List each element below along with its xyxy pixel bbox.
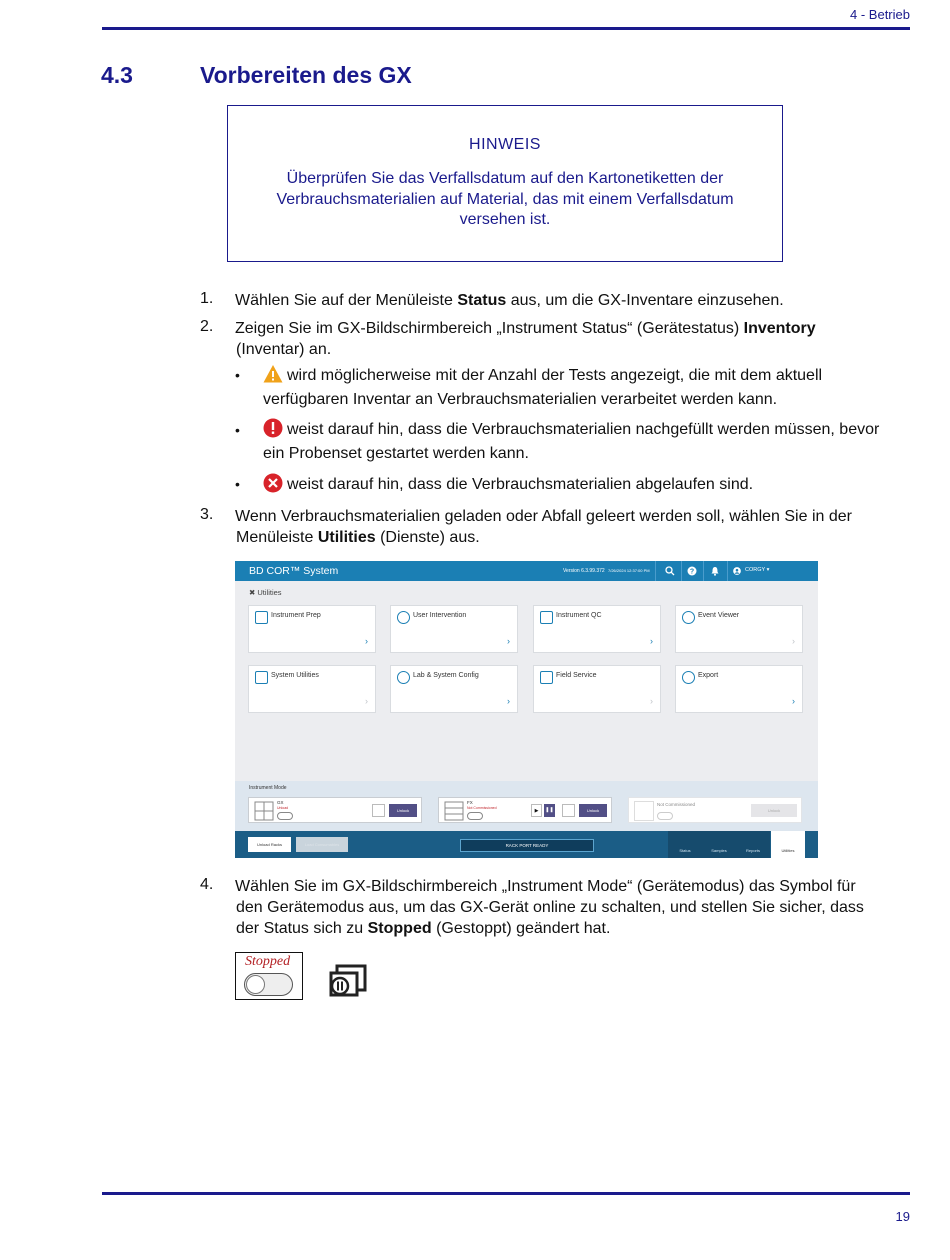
step-2-text-cont: (Inventar) an. (236, 341, 332, 358)
gx-mode-card[interactable] (248, 797, 422, 823)
bell-icon[interactable] (710, 566, 720, 576)
unload-racks-button[interactable]: Unload Racks (248, 837, 291, 852)
utility-card-label: Instrument QC (556, 612, 602, 619)
export-icon (682, 671, 695, 684)
fx-unlock-button[interactable]: Unlock (579, 804, 607, 817)
footer-rule (102, 1192, 910, 1195)
utility-card-label: Event Viewer (698, 612, 740, 619)
step-2-number: 2. (200, 318, 214, 335)
error-icon (263, 418, 283, 438)
gx-mode-toggle[interactable] (277, 812, 293, 820)
help-icon[interactable] (687, 566, 697, 576)
app-bottom-bar (235, 831, 818, 858)
lock-icon[interactable] (562, 804, 575, 817)
chevron-right-icon[interactable]: › (507, 696, 510, 706)
pause-icon[interactable]: ❚❚ (544, 804, 555, 817)
user-menu[interactable]: CORGY ▾ (745, 567, 770, 573)
load-consumables-button: Load Consumables (296, 837, 348, 852)
utility-card-label: Lab & System Config (413, 672, 479, 679)
instrument-mode-area (235, 781, 818, 831)
utility-card[interactable] (533, 665, 661, 713)
fx-mode-toggle[interactable] (467, 812, 483, 820)
utility-card-label: System Utilities (271, 672, 319, 679)
search-icon[interactable] (665, 566, 675, 576)
warning-icon (263, 364, 283, 384)
system-utilities-icon (255, 671, 268, 684)
svg-text:?: ? (689, 568, 695, 576)
bullet-1-text: wird möglicherweise mit der Anzahl der Tests angezeigt, die mit dem aktuell (263, 364, 822, 386)
step-4-text-cont2: der Status sich zu Stopped (Gestoppt) geändert hat. (236, 920, 611, 937)
utility-card-label: User Intervention (413, 612, 467, 619)
chapter-label: 4 - Betrieb (850, 7, 910, 22)
third-mode-name: Not Commissioned (657, 802, 696, 807)
step-3-text-cont: Menüleiste Utilities (Dienste) aus. (236, 529, 480, 546)
utility-card[interactable] (675, 605, 803, 653)
step-4-text-cont: den Gerätemodus aus, um das GX-Gerät online zu schalten, und stellen Sie sicher, dass (236, 899, 864, 916)
bullet-1-marker: • (235, 367, 240, 383)
stopped-label: Stopped (245, 954, 291, 969)
step-1-text: Wählen Sie auf der Menüleiste Status aus, um die GX-Inventare einzusehen. (235, 292, 784, 309)
gx-mode-name: GX (277, 800, 284, 805)
step-3-text: Wenn Verbrauchsmaterialien geladen oder Abfall geleert werden soll, wählen Sie in der (235, 508, 852, 525)
step-2-text: Zeigen Sie im GX-Bildschirmbereich „Instrument Status“ (Gerätestatus) Inventory (235, 320, 816, 337)
utility-card-label: Export (698, 672, 719, 679)
app-brand: BD COR™ System (249, 565, 339, 577)
utility-card-label: Instrument Prep (271, 612, 321, 619)
fx-mode-card[interactable] (438, 797, 612, 823)
gx-mode-status: Unload (277, 806, 289, 810)
utility-card-label: Field Service (556, 672, 597, 679)
utility-card[interactable] (675, 665, 803, 713)
third-unlock-button: Unlock (751, 804, 797, 817)
rack-port-status: RACK PORT READY (460, 839, 594, 852)
topbar-divider (727, 561, 728, 581)
nav-samples[interactable]: Samples (702, 831, 736, 858)
gx-unlock-button[interactable]: Unlock (389, 804, 417, 817)
fx-mode-status: Not Commissioned (467, 806, 497, 810)
utility-card[interactable] (248, 605, 376, 653)
utility-card[interactable] (390, 665, 518, 713)
lock-icon[interactable] (372, 804, 385, 817)
note-title: HINWEIS (469, 136, 541, 153)
header-rule (102, 27, 910, 30)
fx-instrument-icon (444, 801, 464, 821)
utilities-screenshot (235, 561, 818, 858)
instrument-prep-icon (255, 611, 268, 624)
instrument-qc-icon (540, 611, 553, 624)
bullet-2-text-cont: ein Probenset gestartet werden kann. (263, 445, 529, 462)
section-number: 4.3 (101, 62, 133, 88)
nav-utilities[interactable]: Utilities (771, 831, 805, 858)
step-4-number: 4. (200, 876, 214, 893)
instrument-placeholder-icon (634, 801, 654, 821)
utility-card[interactable] (248, 665, 376, 713)
fx-mode-name: FX (467, 800, 473, 805)
bullet-3-text: weist darauf hin, dass die Verbrauchsmaterialien abgelaufen sind. (263, 473, 753, 495)
bullet-2-text: weist darauf hin, dass die Verbrauchsmaterialien nachgefüllt werden müssen, bevor (263, 418, 879, 440)
bullet-1-text-cont: verfügbaren Inventar an Verbrauchsmaterialien verarbeitet werden kann. (263, 391, 778, 408)
instrument-mode-label: Instrument Mode (249, 785, 287, 791)
bullet-3-marker: • (235, 476, 240, 492)
app-topbar (235, 561, 818, 581)
utility-card[interactable] (390, 605, 518, 653)
nav-reports[interactable]: Reports (736, 831, 770, 858)
page-number: 19 (895, 1209, 910, 1224)
step-1-number: 1. (200, 290, 214, 307)
topbar-divider (655, 561, 656, 581)
third-mode-toggle (657, 812, 673, 820)
utilities-heading: ✖ Utilities (249, 588, 282, 597)
stopped-toggle-figure (235, 952, 303, 1000)
chevron-right-icon[interactable]: › (792, 636, 795, 646)
chevron-right-icon[interactable]: › (507, 636, 510, 646)
utility-card[interactable] (533, 605, 661, 653)
third-mode-card (628, 797, 802, 823)
chevron-right-icon[interactable]: › (365, 636, 368, 646)
mode-toggle (244, 973, 293, 996)
section-title: Vorbereiten des GX (200, 62, 412, 88)
step-3-number: 3. (200, 506, 214, 523)
app-version: Version 6.3.99.372 (563, 568, 605, 574)
user-icon (733, 567, 741, 575)
event-viewer-icon (682, 611, 695, 624)
topbar-divider (703, 561, 704, 581)
bullet-2-marker: • (235, 422, 240, 438)
chevron-right-icon[interactable]: › (650, 636, 653, 646)
nav-status[interactable]: Status (668, 831, 702, 858)
app-date: 7/26/2024 12:37:00 PM (608, 568, 650, 573)
expired-icon (263, 473, 283, 493)
lab-config-icon (397, 671, 410, 684)
step-4-text: Wählen Sie im GX-Bildschirmbereich „Instrument Mode“ (Gerätemodus) das Symbol für (235, 878, 856, 895)
topbar-divider (681, 561, 682, 581)
play-icon[interactable]: ▶ (531, 804, 542, 817)
note-box (227, 105, 783, 262)
field-service-icon (540, 671, 553, 684)
user-intervention-icon (397, 611, 410, 624)
note-body: Überprüfen Sie das Verfallsdatum auf den Kartonetiketten der Verbrauchsmaterialien auf Material, das mit einem Verfallsdatum versehen ist. (276, 170, 734, 228)
stopped-instrument-icon (328, 964, 368, 998)
gx-instrument-icon (254, 801, 274, 821)
chevron-right-icon[interactable]: › (650, 696, 653, 706)
chevron-right-icon[interactable]: › (365, 696, 368, 706)
toggle-knob (246, 975, 265, 994)
chevron-right-icon[interactable]: › (792, 696, 795, 706)
